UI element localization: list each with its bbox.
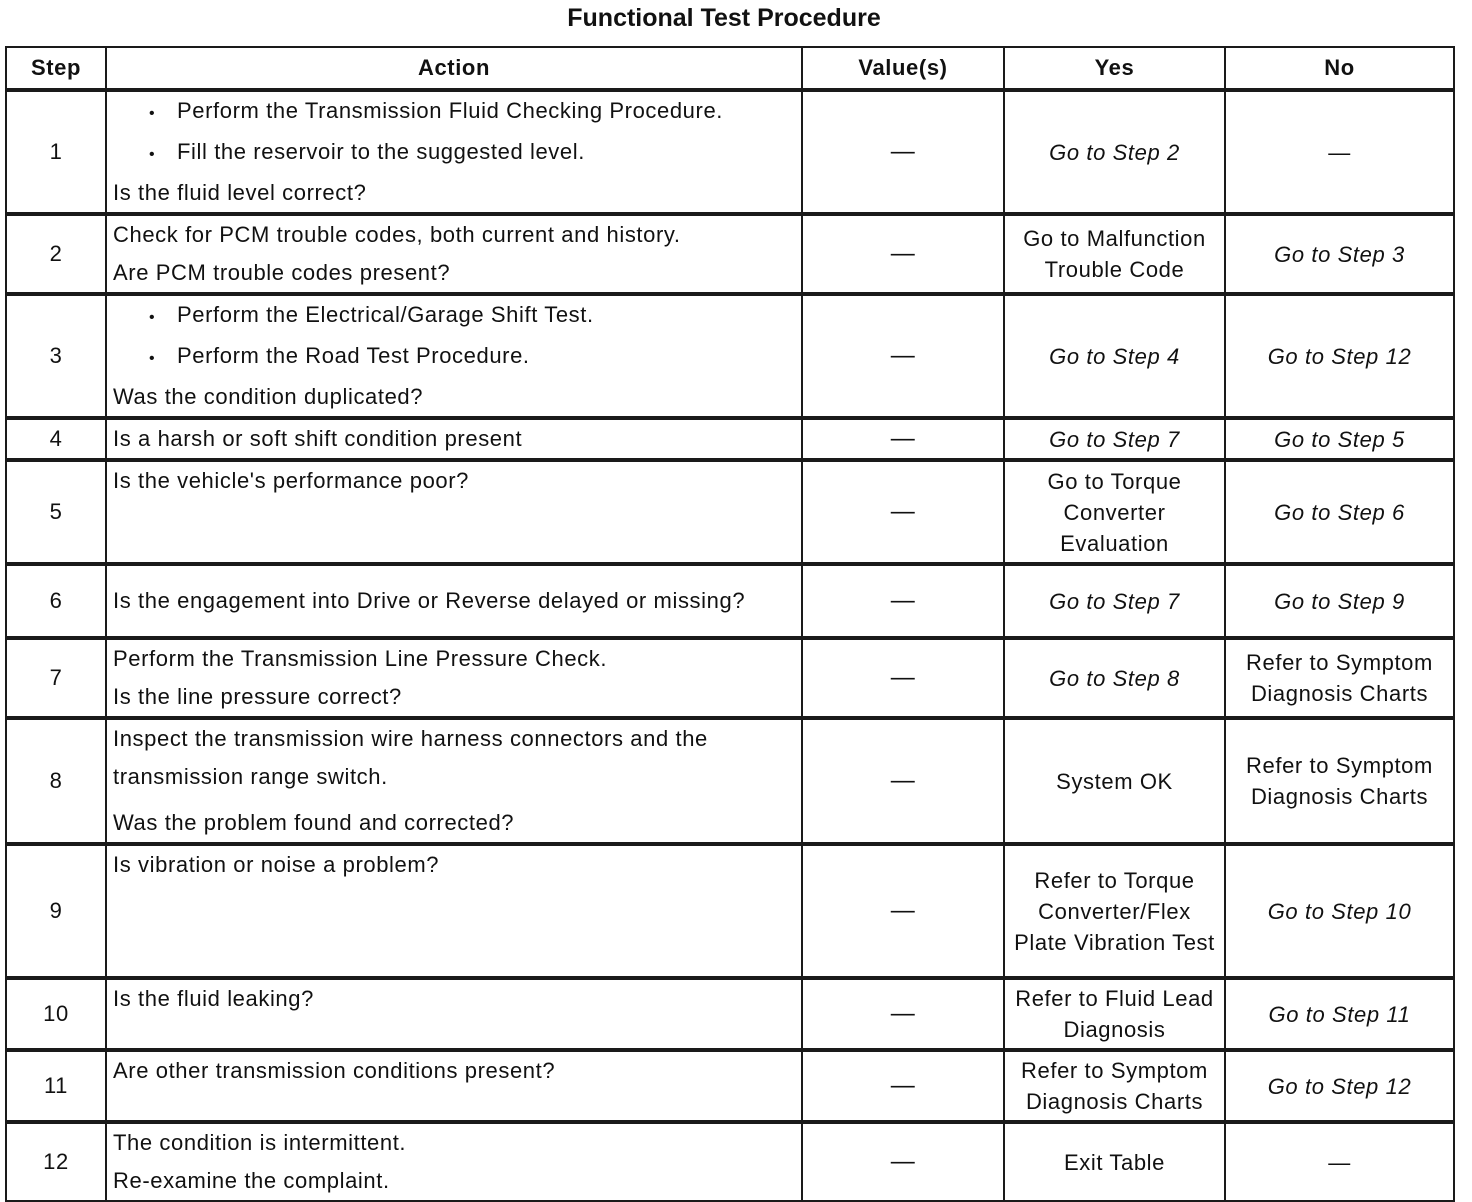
no-cell: Refer to Symptom Diagnosis Charts [1225,718,1454,844]
action-text: Perform the Transmission Line Pressure Check. [113,646,608,671]
header-yes: Yes [1004,47,1225,90]
yes-cell: Go to Torque Converter Evaluation [1004,460,1225,564]
no-cell: — [1225,1122,1454,1201]
action-question: Was the condition duplicated? [113,384,424,409]
action-cell [106,418,802,460]
yes-cell: Refer to Torque Converter/Flex Plate Vibration Test [1004,844,1225,978]
no-cell: — [1225,90,1454,214]
no-cell: Go to Step 9 [1225,564,1454,638]
action-cell [106,844,802,978]
action-text: Inspect the transmission wire harness connectors and the transmission range switch. [113,726,708,789]
table-row [6,844,1454,978]
header-step: Step [6,47,106,90]
action-cell [106,1050,802,1122]
action-cell [106,1122,802,1201]
step-number: 1 [6,90,106,214]
table-row [6,294,1454,418]
value-cell: — [802,844,1004,978]
action-cell [106,460,802,564]
action-bullet: • Perform the Transmission Fluid Checking Procedure. [113,92,795,133]
value-cell: — [802,294,1004,418]
step-number: 2 [6,214,106,294]
no-cell: Go to Step 12 [1225,1050,1454,1122]
action-question: Is the line pressure correct? [113,684,402,709]
no-cell: Go to Step 10 [1225,844,1454,978]
action-question: Was the problem found and corrected? [113,810,515,835]
table-row [6,90,1454,214]
action-cell [106,638,802,718]
yes-cell: Go to Step 7 [1004,418,1225,460]
table-row [6,564,1454,638]
action-bullet: • Fill the reservoir to the suggested level. [113,133,795,174]
value-cell: — [802,214,1004,294]
table-row [6,418,1454,460]
action-bullet: • Perform the Road Test Procedure. [113,337,795,378]
step-number: 12 [6,1122,106,1201]
action-question: Are PCM trouble codes present? [113,260,451,285]
step-number: 9 [6,844,106,978]
step-number: 11 [6,1050,106,1122]
action-cell [106,90,802,214]
action-cell [106,978,802,1050]
header-values: Value(s) [802,47,1004,90]
no-cell: Go to Step 3 [1225,214,1454,294]
value-cell: — [802,718,1004,844]
no-cell: Go to Step 12 [1225,294,1454,418]
value-cell: — [802,564,1004,638]
action-question: Is the fluid level correct? [113,180,367,205]
yes-cell: Refer to Fluid Lead Diagnosis [1004,978,1225,1050]
step-number: 7 [6,638,106,718]
action-cell [106,214,802,294]
step-number: 3 [6,294,106,418]
yes-cell: Go to Step 8 [1004,638,1225,718]
yes-cell: Go to Step 2 [1004,90,1225,214]
table-row [6,978,1454,1050]
procedure-table [5,46,1455,1202]
table-row [6,214,1454,294]
yes-cell: Exit Table [1004,1122,1225,1201]
yes-cell: Go to Step 4 [1004,294,1225,418]
value-cell: — [802,90,1004,214]
action-text: The condition is intermittent. [113,1130,407,1155]
header-action: Action [106,47,802,90]
action-question: Is the engagement into Drive or Reverse delayed or missing? [113,588,746,613]
yes-cell: Go to Malfunction Trouble Code [1004,214,1225,294]
value-cell: — [802,638,1004,718]
action-question: Are other transmission conditions present? [113,1058,556,1083]
action-question: Re-examine the complaint. [113,1168,390,1193]
table-row [6,718,1454,844]
yes-cell: Refer to Symptom Diagnosis Charts [1004,1050,1225,1122]
value-cell: — [802,1050,1004,1122]
no-cell: Go to Step 11 [1225,978,1454,1050]
action-question: Is the fluid leaking? [113,986,314,1011]
value-cell: — [802,978,1004,1050]
step-number: 5 [6,460,106,564]
value-cell: — [802,418,1004,460]
action-question: Is the vehicle's performance poor? [113,468,469,493]
table-row [6,1122,1454,1201]
step-number: 10 [6,978,106,1050]
action-cell [106,294,802,418]
value-cell: — [802,1122,1004,1201]
yes-cell: Go to Step 7 [1004,564,1225,638]
step-number: 6 [6,564,106,638]
value-cell: — [802,460,1004,564]
no-cell: Refer to Symptom Diagnosis Charts [1225,638,1454,718]
table-row [6,460,1454,564]
action-question: Is vibration or noise a problem? [113,852,440,877]
no-cell: Go to Step 6 [1225,460,1454,564]
step-number: 4 [6,418,106,460]
no-cell: Go to Step 5 [1225,418,1454,460]
action-text: Check for PCM trouble codes, both current and history. [113,222,681,247]
action-cell [106,718,802,844]
step-number: 8 [6,718,106,844]
yes-cell: System OK [1004,718,1225,844]
action-question: Is a harsh or soft shift condition present [113,426,523,451]
header-no: No [1225,47,1454,90]
table-header-row [6,47,1454,90]
action-cell [106,564,802,638]
table-row [6,1050,1454,1122]
page-title: Functional Test Procedure [567,4,881,32]
action-bullet: • Perform the Electrical/Garage Shift Test. [113,296,795,337]
table-row [6,638,1454,718]
